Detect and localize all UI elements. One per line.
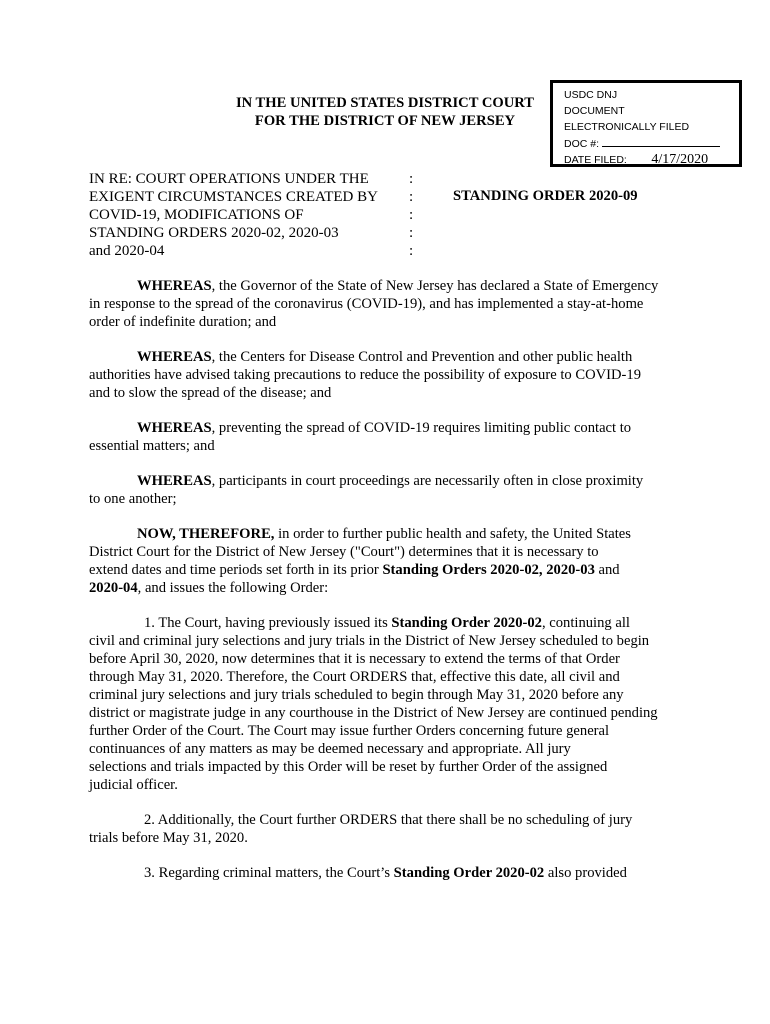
paragraph-text: , the Governor of the State of New Jersey has declared a State of Emergency in response to the spread of the coronavirus (COVID-19), and has implemented a stay-at-home order of indefinite duration; and [89, 278, 659, 330]
whereas-paragraph-3 [89, 419, 689, 455]
stamp-doc-number-blank [602, 135, 720, 147]
stamp-filed-label: ELECTRONICALLY FILED [564, 121, 690, 133]
paragraph-bold-reference: Standing Order 2020-02 [391, 615, 542, 631]
caption-row [89, 170, 429, 188]
paragraph-text: 3. Regarding criminal matters, the Court’s [144, 865, 394, 881]
whereas-paragraph-2 [89, 348, 689, 402]
paragraph-bold-reference: Standing Order 2020-02 [393, 865, 545, 881]
paragraph-lead: WHEREAS [137, 278, 212, 294]
standing-order-title: STANDING ORDER 2020-09 [453, 188, 638, 204]
paragraph-text: and [598, 562, 620, 578]
whereas-paragraph-4 [89, 472, 689, 508]
order-item-3 [89, 864, 689, 882]
caption-colon: : [409, 207, 414, 223]
caption-row [89, 224, 429, 242]
caption-line: COVID-19, MODIFICATIONS OF [89, 207, 304, 223]
paragraph-text: 2. Additionally, the Court further ORDERS that there shall be no scheduling of jury trials before May 31, 2020. [89, 812, 633, 846]
paragraph-text: , participants in court proceedings are necessarily often in close proximity to one another; [89, 473, 644, 507]
electronic-filing-stamp [550, 80, 742, 167]
paragraph-bold-reference: Standing Orders 2020-02, 2020-03 [382, 562, 595, 578]
paragraph-text: , and issues the following Order: [137, 580, 329, 596]
court-heading [200, 94, 570, 130]
case-caption [89, 170, 429, 260]
caption-line: STANDING ORDERS 2020-02, 2020-03 [89, 225, 339, 241]
stamp-doc-number-label: DOC #: [564, 138, 600, 150]
caption-row [89, 206, 429, 224]
order-body [89, 277, 689, 899]
stamp-doc-number-row [564, 135, 739, 152]
paragraph-lead: WHEREAS [137, 420, 212, 436]
paragraph-lead: WHEREAS [137, 473, 212, 489]
stamp-court-label: USDC DNJ [564, 89, 618, 101]
paragraph-lead: NOW, THEREFORE, [137, 526, 275, 542]
court-heading-line-1: IN THE UNITED STATES DISTRICT COURT [235, 95, 535, 111]
whereas-paragraph-1 [89, 277, 689, 331]
paragraph-text: in order to further public health and safety, the United States District Court for the District of New Jersey ("Court") determines that it is necessary to extend dates and time periods set forth in its prior [89, 526, 631, 578]
caption-line: IN RE: COURT OPERATIONS UNDER THE [89, 171, 369, 187]
stamp-document-label: DOCUMENT [564, 105, 625, 117]
paragraph-bold-reference: 2020-04 [89, 580, 138, 596]
stamp-date-row [564, 152, 739, 168]
caption-line: and 2020-04 [89, 243, 165, 259]
caption-colon: : [409, 189, 414, 205]
stamp-date-value: 4/17/2020 [632, 153, 728, 167]
paragraph-text: , the Centers for Disease Control and Prevention and other public health authorities have advised taking precautions to reduce the possibility of exposure to COVID-19 and to slow the spread of the disease; and [89, 349, 641, 401]
court-heading-line-2: FOR THE DISTRICT OF NEW JERSEY [254, 113, 516, 129]
caption-row [89, 188, 429, 206]
caption-row [89, 242, 429, 260]
order-item-2 [89, 811, 689, 847]
paragraph-text: also provided [544, 865, 627, 881]
paragraph-lead: WHEREAS [137, 349, 212, 365]
caption-colon: : [409, 243, 414, 259]
paragraph-text: 1. The Court, having previously issued its [144, 615, 392, 631]
paragraph-text: , continuing all civil and criminal jury selections and jury trials in the District of New Jersey scheduled to begin before April 30, 2020, now determines that it is necessary to extend the terms of that Order through May 31, 2020. Therefore, the Court ORDERS that, effective this date, all civil and criminal jury selections and jury trials scheduled to begin through May 31, 2020 before any district or magistrate judge in any courthouse in the District of New Jersey are continued pending further Order of the Court. The Court may issue further Orders concerning future general continuances of any matters as may be deemed necessary and appropriate. All jury selections and trials impacted by this Order will be reset by further Order of the assigned judicial officer. [89, 615, 658, 793]
caption-line: EXIGENT CIRCUMSTANCES CREATED BY [89, 189, 378, 205]
stamp-date-label: DATE FILED: [564, 154, 627, 166]
caption-colon: : [409, 225, 414, 241]
paragraph-text: , preventing the spread of COVID-19 requires limiting public contact to essential matters; and [89, 420, 632, 454]
caption-colon: : [409, 171, 414, 187]
order-item-1 [89, 614, 689, 794]
now-therefore-paragraph [89, 525, 689, 597]
